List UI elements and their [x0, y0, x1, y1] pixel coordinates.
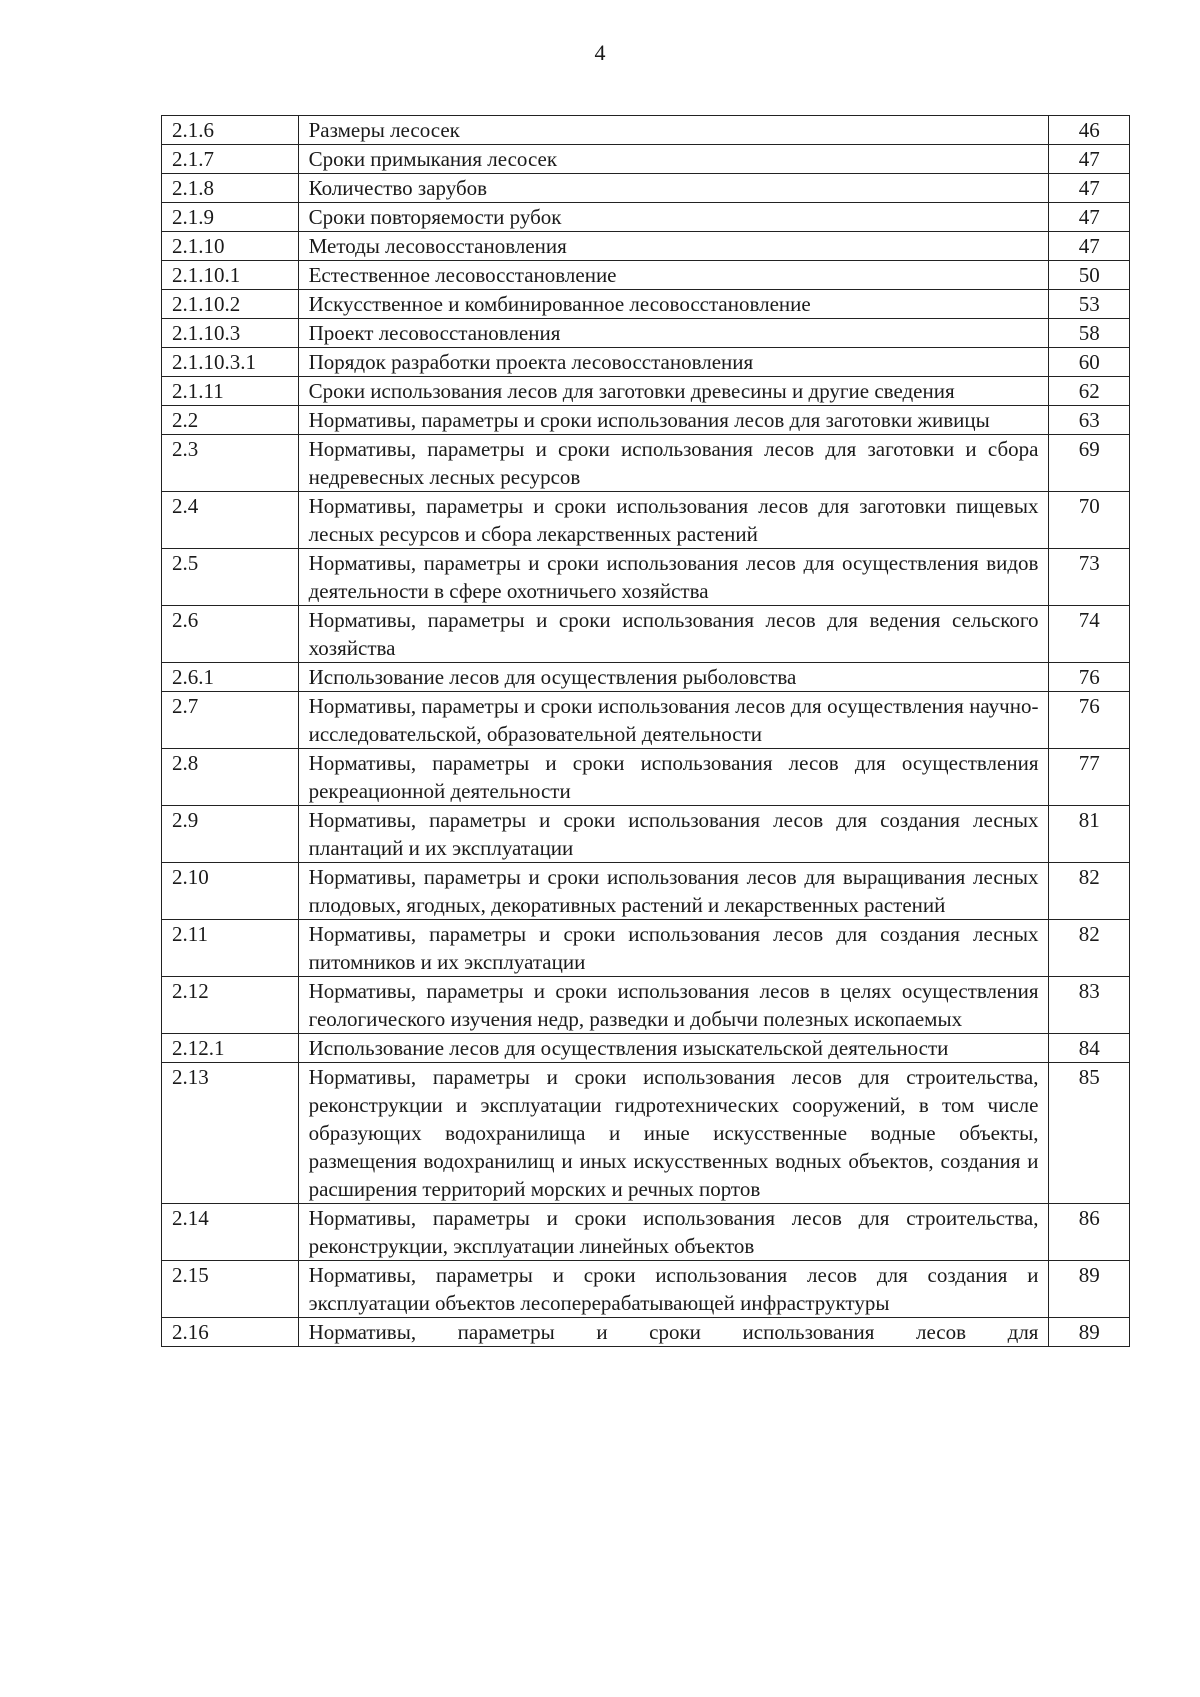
table-row [162, 261, 1130, 290]
section-title: Использование лесов для осуществления рыболовства [298, 663, 1049, 692]
section-number: 2.6.1 [162, 663, 299, 692]
table-row [162, 606, 1130, 663]
section-title: Сроки использования лесов для заготовки древесины и другие сведения [298, 377, 1049, 406]
table-row [162, 406, 1130, 435]
page-ref: 47 [1049, 203, 1130, 232]
table-row [162, 920, 1130, 977]
page-ref: 83 [1049, 977, 1130, 1034]
section-title: Нормативы, параметры и сроки использования лесов для строительства, реконструкции и эксплуатации гидротехнических сооружений, в том числе образующих водохранилища и иные искусственные водные объекты, размещения водохранилищ и иных искусственных водных объектов, создания и расширения территорий морских и речных портов [298, 1063, 1049, 1204]
table-row [162, 492, 1130, 549]
table-row [162, 145, 1130, 174]
section-title: Порядок разработки проекта лесовосстановления [298, 348, 1049, 377]
table-row [162, 1034, 1130, 1063]
section-number: 2.9 [162, 806, 299, 863]
section-title: Нормативы, параметры и сроки использования лесов для заготовки пищевых лесных ресурсов и сбора лекарственных растений [298, 492, 1049, 549]
table-row [162, 1063, 1130, 1204]
table-row [162, 1204, 1130, 1261]
page-ref: 60 [1049, 348, 1130, 377]
section-title: Искусственное и комбинированное лесовосстановление [298, 290, 1049, 319]
page-ref: 70 [1049, 492, 1130, 549]
page-ref: 46 [1049, 116, 1130, 145]
page-ref: 73 [1049, 549, 1130, 606]
section-title: Нормативы, параметры и сроки использования лесов для заготовки живицы [298, 406, 1049, 435]
page-ref: 82 [1049, 863, 1130, 920]
table-row [162, 1261, 1130, 1318]
section-title: Нормативы, параметры и сроки использования лесов в целях осуществления геологического изучения недр, разведки и добычи полезных ископаемых [298, 977, 1049, 1034]
page-ref: 76 [1049, 663, 1130, 692]
table-row [162, 663, 1130, 692]
page-ref: 89 [1049, 1318, 1130, 1347]
section-title: Нормативы, параметры и сроки использования лесов для создания лесных плантаций и их эксплуатации [298, 806, 1049, 863]
section-number: 2.2 [162, 406, 299, 435]
table-row [162, 348, 1130, 377]
page-ref: 86 [1049, 1204, 1130, 1261]
section-number: 2.1.10.3 [162, 319, 299, 348]
section-title: Сроки примыкания лесосек [298, 145, 1049, 174]
page-ref: 84 [1049, 1034, 1130, 1063]
table-row [162, 692, 1130, 749]
section-number: 2.3 [162, 435, 299, 492]
table-row [162, 232, 1130, 261]
section-number: 2.1.7 [162, 145, 299, 174]
section-title: Методы лесовосстановления [298, 232, 1049, 261]
section-number: 2.1.9 [162, 203, 299, 232]
section-title: Нормативы, параметры и сроки использования лесов для строительства, реконструкции, эксплуатации линейных объектов [298, 1204, 1049, 1261]
page-ref: 47 [1049, 232, 1130, 261]
page-ref: 77 [1049, 749, 1130, 806]
section-title: Нормативы, параметры и сроки использования лесов для заготовки и сбора недревесных лесных ресурсов [298, 435, 1049, 492]
section-number: 2.7 [162, 692, 299, 749]
section-title: Количество зарубов [298, 174, 1049, 203]
table-row [162, 863, 1130, 920]
page-ref: 63 [1049, 406, 1130, 435]
section-title: Нормативы, параметры и сроки использования лесов для осуществления рекреационной деятельности [298, 749, 1049, 806]
section-number: 2.8 [162, 749, 299, 806]
table-row [162, 116, 1130, 145]
page-number: 4 [594, 40, 606, 65]
section-number: 2.14 [162, 1204, 299, 1261]
section-number: 2.12.1 [162, 1034, 299, 1063]
table-of-contents [161, 115, 1130, 1347]
page-ref: 81 [1049, 806, 1130, 863]
section-title: Естественное лесовосстановление [298, 261, 1049, 290]
page-ref: 69 [1049, 435, 1130, 492]
section-title: Нормативы, параметры и сроки использования лесов для создания лесных питомников и их эксплуатации [298, 920, 1049, 977]
table-row [162, 435, 1130, 492]
table-row [162, 174, 1130, 203]
toc-body [162, 116, 1130, 1347]
section-number: 2.16 [162, 1318, 299, 1347]
page-ref: 53 [1049, 290, 1130, 319]
page-ref: 76 [1049, 692, 1130, 749]
page-ref: 89 [1049, 1261, 1130, 1318]
page-ref: 47 [1049, 174, 1130, 203]
section-title: Нормативы, параметры и сроки использования лесов для осуществления видов деятельности в сфере охотничьего хозяйства [298, 549, 1049, 606]
section-number: 2.1.11 [162, 377, 299, 406]
table-row [162, 549, 1130, 606]
section-title: Использование лесов для осуществления изыскательской деятельности [298, 1034, 1049, 1063]
section-number: 2.5 [162, 549, 299, 606]
section-number: 2.1.10.2 [162, 290, 299, 319]
table-row [162, 319, 1130, 348]
section-number: 2.1.6 [162, 116, 299, 145]
section-number: 2.11 [162, 920, 299, 977]
section-number: 2.1.8 [162, 174, 299, 203]
page-ref: 85 [1049, 1063, 1130, 1204]
section-title: Нормативы, параметры и сроки использования лесов для [298, 1318, 1049, 1347]
section-number: 2.12 [162, 977, 299, 1034]
table-row [162, 749, 1130, 806]
section-title: Нормативы, параметры и сроки использования лесов для создания и эксплуатации объектов лесоперерабатывающей инфраструктуры [298, 1261, 1049, 1318]
section-title: Нормативы, параметры и сроки использования лесов для выращивания лесных плодовых, ягодных, декоративных растений и лекарственных растений [298, 863, 1049, 920]
table-row [162, 1318, 1130, 1347]
page-ref: 74 [1049, 606, 1130, 663]
section-number: 2.13 [162, 1063, 299, 1204]
page-ref: 47 [1049, 145, 1130, 174]
section-title: Сроки повторяемости рубок [298, 203, 1049, 232]
table-row [162, 806, 1130, 863]
section-number: 2.10 [162, 863, 299, 920]
table-row [162, 290, 1130, 319]
page-ref: 58 [1049, 319, 1130, 348]
section-title: Размеры лесосек [298, 116, 1049, 145]
page-ref: 50 [1049, 261, 1130, 290]
section-number: 2.1.10.3.1 [162, 348, 299, 377]
table-row [162, 977, 1130, 1034]
table-row [162, 377, 1130, 406]
section-title: Нормативы, параметры и сроки использования лесов для ведения сельского хозяйства [298, 606, 1049, 663]
section-number: 2.6 [162, 606, 299, 663]
section-number: 2.4 [162, 492, 299, 549]
table-row [162, 203, 1130, 232]
page-ref: 62 [1049, 377, 1130, 406]
section-number: 2.1.10 [162, 232, 299, 261]
section-number: 2.15 [162, 1261, 299, 1318]
section-title: Нормативы, параметры и сроки использования лесов для осуществления научно-исследовательской, образовательной деятельности [298, 692, 1049, 749]
page-ref: 82 [1049, 920, 1130, 977]
section-number: 2.1.10.1 [162, 261, 299, 290]
section-title: Проект лесовосстановления [298, 319, 1049, 348]
